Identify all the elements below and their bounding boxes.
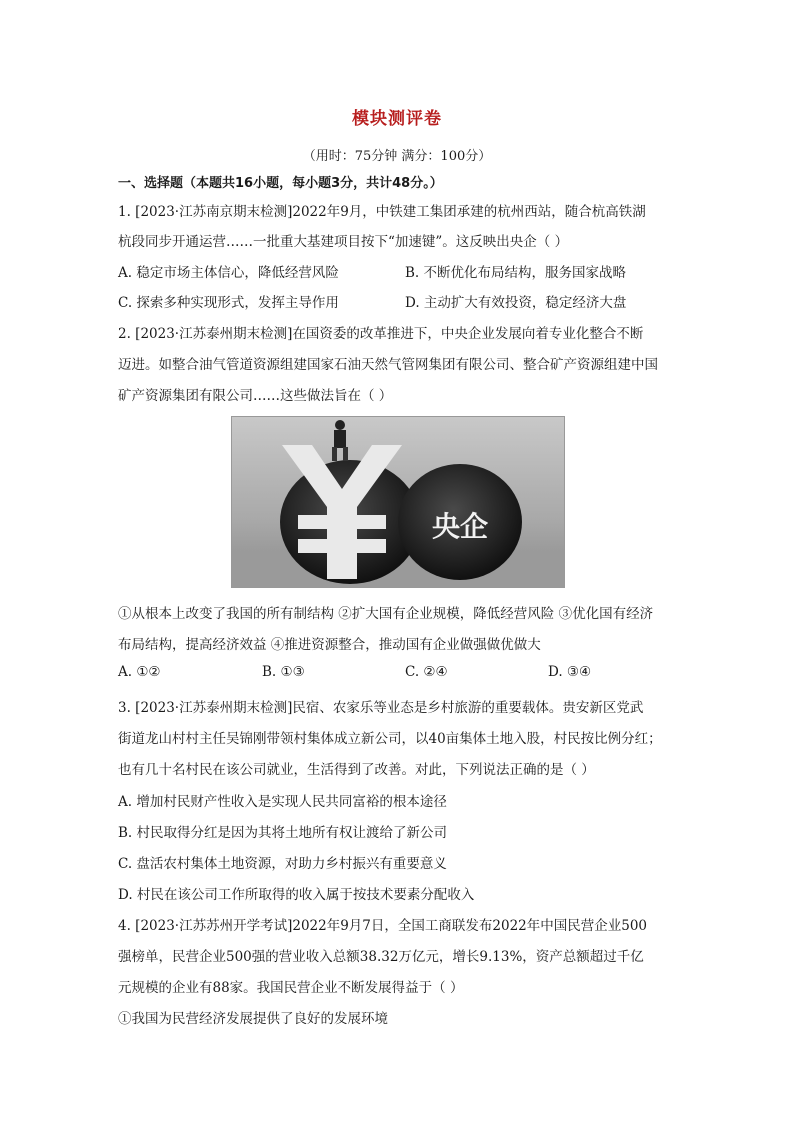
q3-stem-line-2: 街道龙山村村主任吴锦刚带领村集体成立新公司，以40亩集体土地入股，村民按比例分红； xyxy=(118,731,662,747)
q1-option-a: A. 稳定市场主体信心，降低经营风险 xyxy=(118,265,339,281)
q1-option-d: D. 主动扩大有效投资，稳定经济大盘 xyxy=(405,295,627,311)
q3-stem-line-1: 3. [2023·江苏泰州期末检测]民宿、农家乐等业态是乡村旅游的重要载体。贵安新区党武 xyxy=(118,700,644,716)
q1-option-c: C. 探索多种实现形式，发挥主导作用 xyxy=(118,295,339,311)
section-heading: 一、选择题（本题共16小题，每小题3分，共计48分。） xyxy=(118,176,443,191)
exam-info: （用时：75分钟 满分：100分） xyxy=(302,149,492,164)
q2-stem-line-3: 矿产资源集团有限公司……这些做法旨在（ ） xyxy=(118,388,393,404)
q3-option-a: A. 增加村民财产性收入是实现人民共同富裕的根本途径 xyxy=(118,794,447,810)
q2-stem-line-2: 迈进。如整合油气管道资源组建国家石油天然气管网集团有限公司、整合矿产资源组建中国 xyxy=(118,357,658,373)
q2-statements-line-1: ①从根本上改变了我国的所有制结构 ②扩大国有企业规模，降低经营风险 ③优化国有经济 xyxy=(118,606,654,622)
q2-statements-line-2: 布局结构，提高经济效益 ④推进资源整合，推动国有企业做强做优做大 xyxy=(118,637,541,653)
q2-option-b: B. ①③ xyxy=(262,664,305,680)
q3-option-b: B. 村民取得分红是因为其将土地所有权让渡给了新公司 xyxy=(118,825,448,841)
q2-stem-line-1: 2. [2023·江苏泰州期末检测]在国资委的改革推进下，中央企业发展向着专业化整合不断 xyxy=(118,326,644,342)
yuan-sign-photo xyxy=(231,416,565,588)
q2-option-d: D. ③④ xyxy=(548,664,592,680)
q2-option-a: A. ①② xyxy=(118,664,161,680)
q3-option-d: D. 村民在该公司工作所取得的收入属于按技术要素分配收入 xyxy=(118,887,475,903)
q4-stem-line-3: 元规模的企业有88家。我国民营企业不断发展得益于（ ） xyxy=(118,980,464,996)
q4-statement-1: ①我国为民营经济发展提供了良好的发展环境 xyxy=(118,1011,388,1027)
photo-caption-text: 央企 xyxy=(431,510,488,543)
page-title: 模块测评卷 xyxy=(352,109,442,129)
q1-stem-line-2: 杭段同步开通运营……一批重大基建项目按下“加速键”。这反映出央企（ ） xyxy=(118,234,569,250)
q3-stem-line-3: 也有几十名村民在该公司就业，生活得到了改善。对此，下列说法正确的是（ ） xyxy=(118,762,595,778)
q1-option-b: B. 不断优化布局结构，服务国家战略 xyxy=(405,265,627,281)
q2-option-c: C. ②④ xyxy=(405,664,448,680)
q3-option-c: C. 盘活农村集体土地资源，对助力乡村振兴有重要意义 xyxy=(118,856,447,872)
q1-stem-line-1: 1. [2023·江苏南京期末检测]2022年9月，中铁建工集团承建的杭州西站，随合杭高铁湖 xyxy=(118,204,646,220)
q4-stem-line-1: 4. [2023·江苏苏州开学考试]2022年9月7日，全国工商联发布2022年中国民营企业500 xyxy=(118,918,648,934)
q4-stem-line-2: 强榜单，民营企业500强的营业收入总额38.32万亿元，增长9.13%，资产总额超过千亿 xyxy=(118,949,644,965)
